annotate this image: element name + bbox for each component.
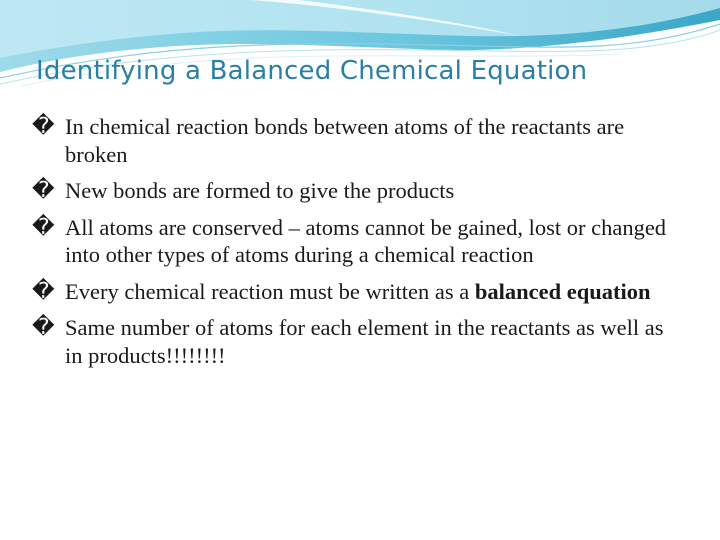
bullet-marker-icon: � xyxy=(32,178,55,203)
bullet-item-4 xyxy=(32,278,672,306)
bullet-list xyxy=(32,113,672,378)
bullet-marker-icon: � xyxy=(32,214,55,240)
bullet-item-2 xyxy=(32,177,672,205)
bullet-text: Every chemical reaction must be written as a xyxy=(65,278,475,304)
bullet-text: All atoms are conserved – atoms cannot be gained, lost or changed into other types of atoms during a chemical reaction xyxy=(65,214,667,267)
header-wave-decoration xyxy=(0,0,720,110)
bullet-text: New bonds are formed to give the products xyxy=(65,178,455,203)
bullet-item-5 xyxy=(32,314,672,369)
bullet-item-1 xyxy=(32,113,672,168)
bullet-marker-icon: � xyxy=(32,315,55,340)
slide-title: Identifying a Balanced Chemical Equation xyxy=(36,56,588,86)
bullet-text: Same number of atoms for each element in the reactants as well as in products!!!!!!!! xyxy=(65,315,664,368)
bullet-item-3 xyxy=(32,214,672,269)
bullet-marker-icon: � xyxy=(32,278,55,304)
bullet-text: In chemical reaction bonds between atoms of the reactants are broken xyxy=(65,114,625,167)
bullet-emphasis-text: balanced equation xyxy=(474,278,651,304)
bullet-marker-icon: � xyxy=(32,114,55,139)
